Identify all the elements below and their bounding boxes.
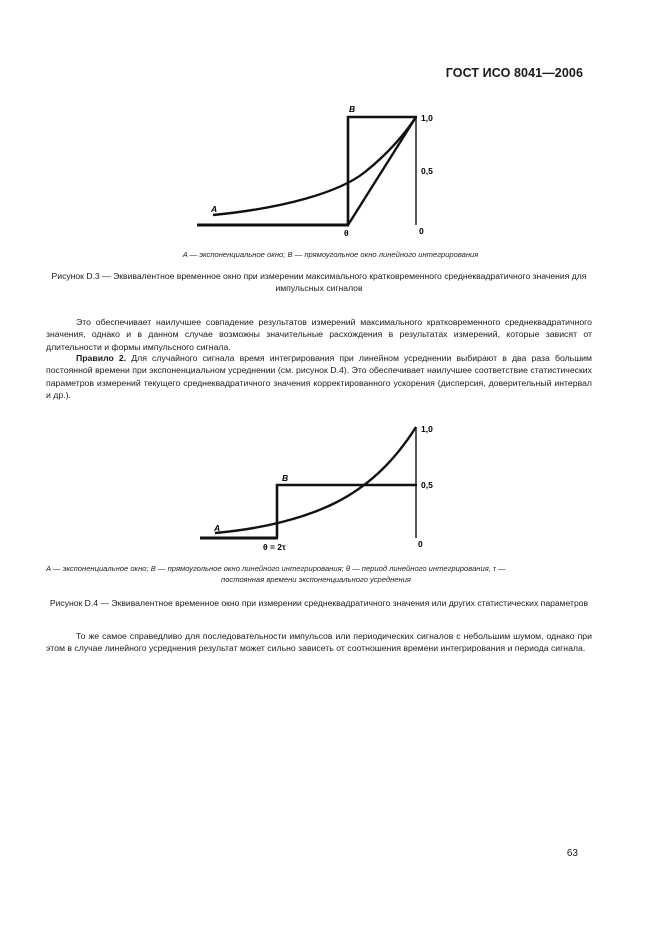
d4-label-05: 0,5: [421, 480, 433, 490]
figure-d4-legend: [46, 563, 586, 585]
rule-2-label: Правило 2.: [76, 353, 127, 363]
d3-label-theta: θ: [344, 228, 349, 238]
d3-label-10: 1,0: [421, 113, 433, 123]
d3-triangle-line: [348, 117, 416, 225]
paragraph-2-text: Для случайного сигнала время интегрирования при линейном усреднении выбирают в два раза большим постоянной времени при экспоненциальном усреднении (см. рисунок D.4). Это обеспечивает наилучшее соответствие статистических параметров измерений текущего среднеквадратичного значения корректированного ускорения (дисперсия, доверительный интервал и др.).: [46, 353, 593, 400]
document-header: ГОСТ ИСО 8041—2006: [445, 66, 583, 80]
figure-d3-caption: Рисунок D.3 — Эквивалентное временное окно при измерении максимального кратковременного среднеквадратичного значения для импульсных сигналов: [51, 271, 587, 293]
paragraph-3-text: То же самое справедливо для последовательности импульсов или периодических сигналов с небольшим шумом, однако при этом в случае линейного усреднения результат может сильно зависеть от соотношения времени интегрирования и периода сигнала.: [46, 631, 592, 654]
d4-label-10: 1,0: [421, 424, 433, 434]
paragraph-2: [46, 352, 592, 401]
figure-d3-legend: A — экспоненциальное окно; B — прямоугольное окно линейного интегрирования: [182, 250, 479, 259]
figure-d4-legend-line2: постоянная времени экспоненциального усреднения: [221, 575, 411, 584]
paragraph-3: [46, 630, 592, 655]
figure-d4-legend-line1: A — экспоненциальное окно; B — прямоугольное окно линейного интегрирования; θ — период линейного интегрирования, τ —: [46, 564, 506, 573]
d4-exponential-curve: [215, 427, 416, 533]
d3-label-zero: 0: [419, 226, 424, 236]
d3-label-b: B: [349, 104, 356, 114]
paragraph-1-text: Это обеспечивает наилучшее совпадение результатов измерений максимального кратковременного среднеквадратичного значения, однако и в данном случае возможны значительные расхождения в результатах измерений, которые зависят от длительности и формы импульсного сигнала.: [46, 317, 592, 352]
figure-d3-diagram: [0, 100, 661, 240]
d3-label-05: 0,5: [421, 166, 433, 176]
d4-label-b: B: [282, 473, 289, 483]
page-number: 63: [566, 848, 578, 859]
paragraph-1: [46, 316, 592, 353]
d4-label-theta: θ = 2τ: [263, 542, 286, 552]
d4-label-zero: 0: [418, 539, 423, 549]
d4-label-a: A: [214, 523, 221, 533]
d3-label-a: A: [211, 204, 218, 214]
figure-d4-caption: Рисунок D.4 — Эквивалентное временное окно при измерении среднеквадратичного значения или других статистических параметров: [49, 598, 589, 608]
figure-d4-diagram: [0, 413, 661, 558]
